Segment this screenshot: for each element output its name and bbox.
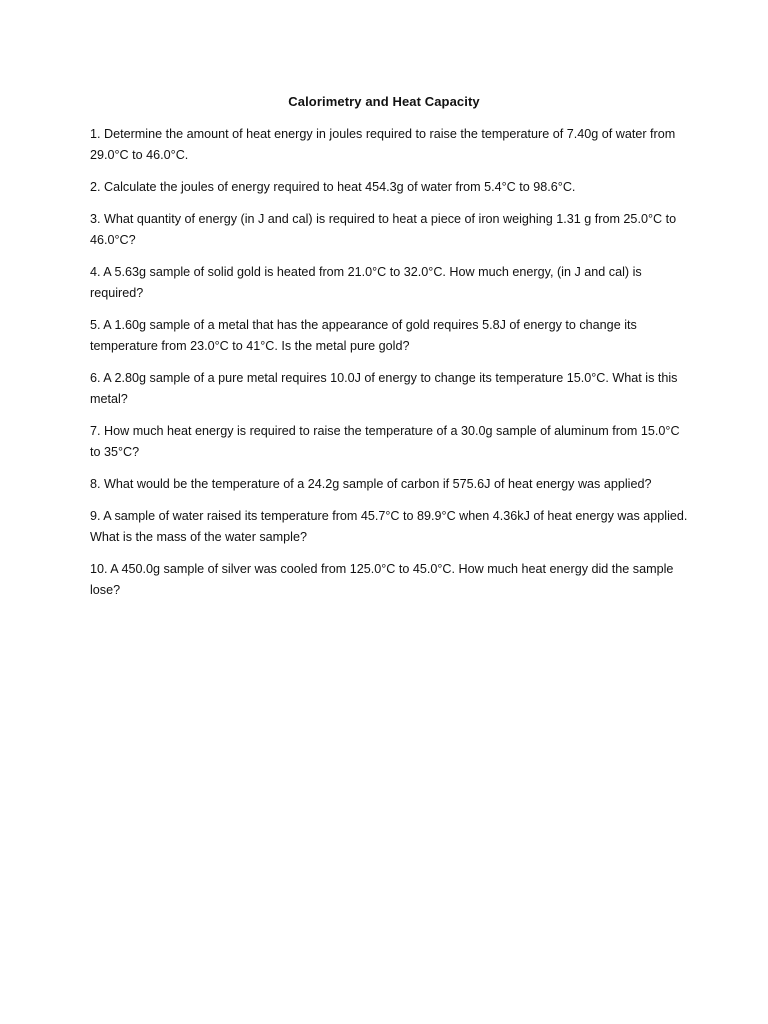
question-2: 2. Calculate the joules of energy required to heat 454.3g of water from 5.4°C to 98.6°C. xyxy=(90,180,576,194)
question-5: 5. A 1.60g sample of a metal that has the appearance of gold requires 5.8J of energy to change its temperature from 23.0°C to 41°C. Is the metal pure gold? xyxy=(90,318,637,353)
question-3: 3. What quantity of energy (in J and cal) is required to heat a piece of iron weighing 1.31 g from 25.0°C to 46.0°C? xyxy=(90,212,677,247)
question-list xyxy=(90,124,690,612)
question-9: 9. A sample of water raised its temperature from 45.7°C to 89.9°C when 4.36kJ of heat energy was applied. What is the mass of the water sample? xyxy=(90,509,688,544)
question-10: 10. A 450.0g sample of silver was cooled from 125.0°C to 45.0°C. How much heat energy did the sample lose? xyxy=(90,562,674,597)
question-1: 1. Determine the amount of heat energy in joules required to raise the temperature of 7.40g of water from 29.0°C to 46.0°C. xyxy=(90,127,676,162)
question-7: 7. How much heat energy is required to raise the temperature of a 30.0g sample of aluminum from 15.0°C to 35°C? xyxy=(90,424,680,459)
question-4: 4. A 5.63g sample of solid gold is heated from 21.0°C to 32.0°C. How much energy, (in J and cal) is required? xyxy=(90,265,642,300)
question-8: 8. What would be the temperature of a 24.2g sample of carbon if 575.6J of heat energy was applied? xyxy=(90,477,652,491)
document-title: Calorimetry and Heat Capacity xyxy=(288,94,480,109)
question-6: 6. A 2.80g sample of a pure metal requires 10.0J of energy to change its temperature 15.0°C. What is this metal? xyxy=(90,371,678,406)
